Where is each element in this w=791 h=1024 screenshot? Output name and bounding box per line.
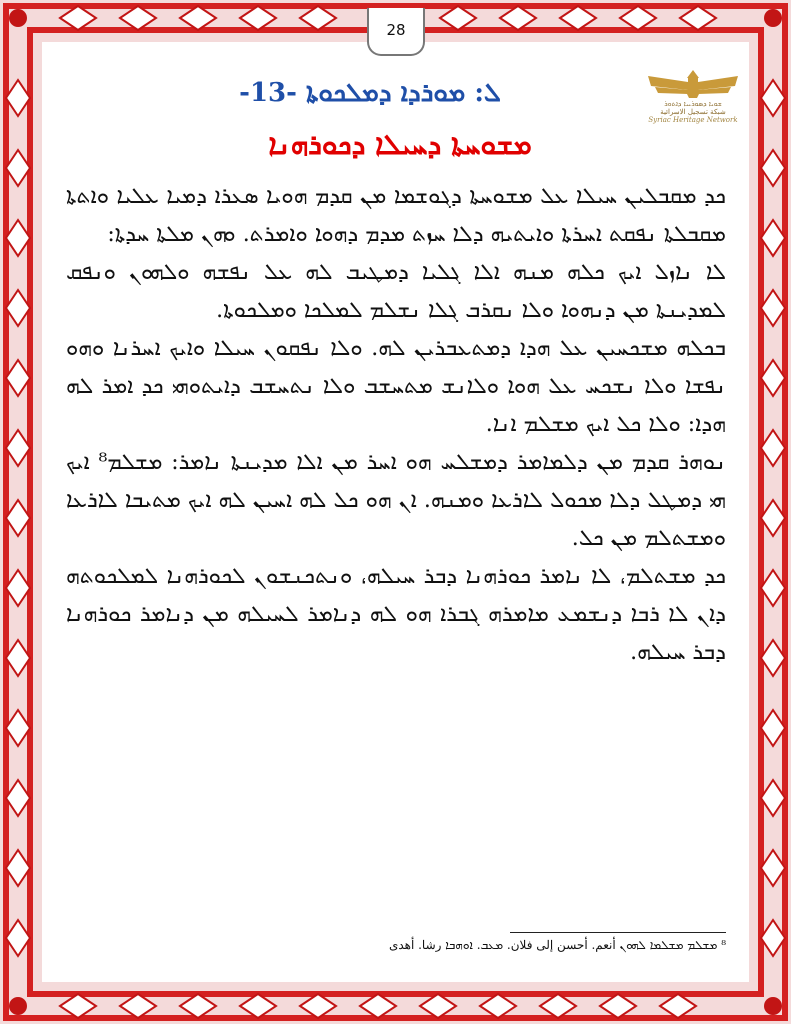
paragraph: ܒܟܠܗ ܡܫܟܚܝܢ ܥܠ ܗܕܐ ܕܡܬܥܒܪܝܢ ܠܗ. ܘܠܐ ܢܦܩܘܢ ܚܝܠܐ ܘܐܝܟ ܐܚܪܢܐ ܘܗܘ ܢܦܫܐ ܘܠܐ ܢܫܟܚ ܥܠ ܗܘܐ ܘܠܐܢܫ ܡܬܚܫܒ ܘܠܐ ܢܬܚܫܒ ܕܐܝܬܘܗܝ ܟܕ ܐܡܪ ܠܗ ܗܕܐ: ܘܠܐ ܟܠ ܐܝܟ ܡܫܠܡ ܐܢܐ. <box>66 336 726 437</box>
body-text <box>66 178 726 672</box>
paragraph: ܢܘܗܪ ܩܕܡ ܡܢ ܕܠܡܐܡܪ ܕܡܫܠܚ ܗܘ ܐܚܪ ܡܢ ܐܠܐ ܡܕܝܢܬܐ ܢܐܡܪ: ܡܫܠܡ⁸ ܐܝܟ ܗܝ ܕܡܛܠ ܕܠܐ ܡܟܘܠ ܠܐܪܥܐ ܘܡܢܗ. ܐܢ ܗܘ ܟܠ ܠܗ ܐܚܝܢ ܠܗ ܐܝܟ ܡܬܝܒܐ ܠܐܪܥܐ ܘܡܫܬܠܡ ܡܢ ܟܠ. <box>66 450 726 551</box>
footnote-separator <box>510 932 726 933</box>
chapter-title <box>120 78 620 109</box>
paragraph: ܟܕ ܡܫܬܠܡ، ܠܐ ܢܐܡܪ ܟܘܪܗܢܐ ܕܒܪ ܚܝܠܗ، ܘܢܬܟܢܫܘܢ ܠܟܘܪܗܢܐ ܠܡܠܟܘܬܗ ܕܐܢ ܠܐ ܪܒܐ ܕܢܫܡܥ ܡܐܡܪܗ ܓܒܪܐ ܗܘ ܠܗ ܕܢܐܡܪ ܠܚܝܠܗ ܡܢ ܕܢܐܡܪ ܟܘܪܗܢܐ ܕܒܪ ܚܝܠܗ. <box>66 564 726 665</box>
chapter-number: -13- <box>239 78 297 108</box>
paragraph: ܠܐ ܢܐܙܠ ܐܝܟ ܟܠܗ ܡܢܗ ܐܠܐ ܓܠܝܐ ܕܡܛܝܒ ܠܗ ܥܠ ܢܦܫܗ ܘܠܗܘܢ ܘܢܦܩ ܠܡܕܝܢܬܐ ܡܢ ܕܢܗܘܐ ܘܠܐ ܢܩܪܒ ܓܠܐ ܢܫܠܡ ܠܡܠܟܐ ܘܡܠܟܘܬܐ. <box>66 260 726 323</box>
chapter-title-syriac: ܠ: ܡܘܪܕܐ ܕܡܠܟܘܬܐ <box>306 78 501 108</box>
logo-caption: ܫܘܝܐ ܕܣܘܪܝܝܐ ܕܐܬܘܪ شبكة تسجيل الاسرائية Syriac Heritage Network <box>648 100 738 124</box>
paragraph: ܟܕ ܡܩܒܠܝܢ ܚܝܠܐ ܥܠ ܡܫܘܚܬܐ ܕܓܘܫܡܐ ܡܢ ܩܕܡ ܗܘܝܐ ܣܥܪܐ ܕܡܝܐ ܥܠܝܐ ܘܐܬܬܐ ܡܩܒܠܬܐ ܢܦܩܬ ܐܚܪܬܐ ܘܐܝܬܝܗ ܕܠܐ ܚܙܬ ܡܕܡ ܕܗܘܐ ܘܐܡܪܬ. ܘܗܢ ܡܠܬܐ ܚܕܬܐ: <box>66 184 726 247</box>
footnote: ⁸ ܡܫܠܡ ܡܫܠܡܐ ܠܗܘܢ أنعم. أحسن إلى فلان. ܡܥܒ. ܐܘܗܒܐ رشا. أهدى <box>388 938 726 952</box>
chapter-subtitle: ܡܫܘܚܬܐ ܕܚܝܠܐ ܕܟܘܪܗܢܐ <box>268 128 532 161</box>
page-number: 28 <box>367 8 425 56</box>
